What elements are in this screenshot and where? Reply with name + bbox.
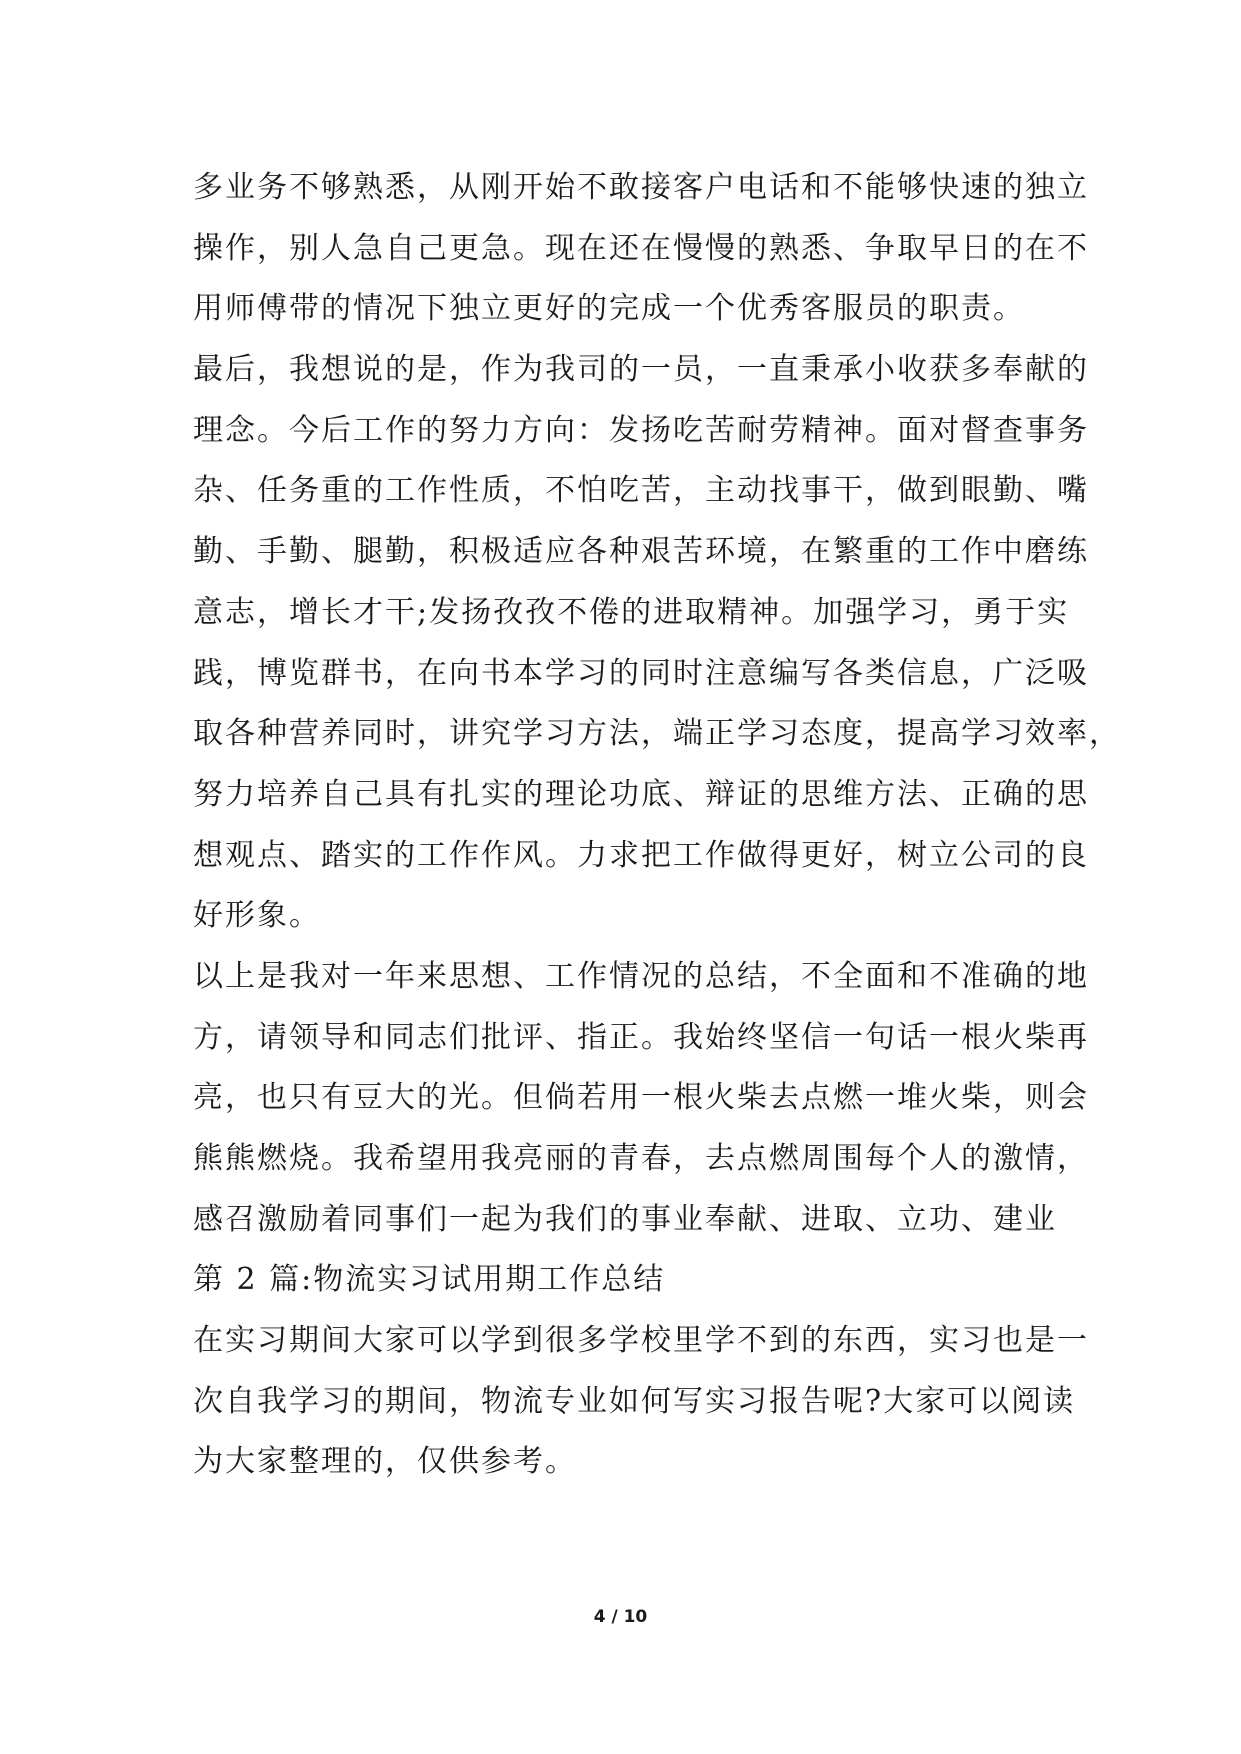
section-heading: 第 2 篇:物流实习试用期工作总结 <box>193 1262 666 1298</box>
text-line: 次自我学习的期间，物流专业如何写实习报告呢?大家可以阅读 <box>193 1383 1076 1419</box>
page-number: 4 / 10 <box>593 1607 648 1627</box>
text-line: 熊熊燃烧。我希望用我亮丽的青春，去点燃周围每个人的激情， <box>193 1141 1089 1176</box>
text-line: 意志，增长才干;发扬孜孜不倦的进取精神。加强学习，勇于实 <box>193 594 1070 630</box>
text-line: 最后，我想说的是，作为我司的一员，一直秉承小收获多奉献的 <box>193 352 1089 388</box>
text-line: 操作，别人急自己更急。现在还在慢慢的熟悉、争取早日的在不 <box>193 230 1089 266</box>
text-line: 践，博览群书，在向书本学习的同时注意编写各类信息，广泛吸 <box>193 655 1089 691</box>
text-line: 亮，也只有豆大的光。但倘若用一根火柴去点燃一堆火柴，则会 <box>193 1080 1089 1116</box>
text-line: 好形象。 <box>193 898 321 934</box>
text-line: 想观点、踏实的工作作风。力求把工作做得更好，树立公司的良 <box>193 837 1089 873</box>
text-line: 杂、任务重的工作性质，不怕吃苦，主动找事干，做到眼勤、嘴 <box>193 473 1089 509</box>
text-line: 努力培养自己具有扎实的理论功底、辩证的思维方法、正确的思 <box>193 776 1089 812</box>
text-line: 为大家整理的，仅供参考。 <box>193 1444 577 1480</box>
text-line: 理念。今后工作的努力方向：发扬吃苦耐劳精神。面对督查事务 <box>193 412 1089 448</box>
text-line: 在实习期间大家可以学到很多学校里学不到的东西，实习也是一 <box>193 1323 1089 1359</box>
text-line: 多业务不够熟悉，从刚开始不敢接客户电话和不能够快速的独立 <box>193 170 1089 205</box>
text-line: 感召激励着同事们一起为我们的事业奉献、进取、立功、建业 <box>193 1201 1057 1237</box>
text-line: 用师傅带的情况下独立更好的完成一个优秀客服员的职责。 <box>193 291 1025 327</box>
document-body <box>193 158 1121 1493</box>
text-line: 以上是我对一年来思想、工作情况的总结，不全面和不准确的地 <box>193 958 1089 994</box>
text-line: 取各种营养同时，讲究学习方法，端正学习态度，提高学习效率， <box>193 716 1121 752</box>
text-line: 方，请领导和同志们批评、指正。我始终坚信一句话一根火柴再 <box>193 1019 1089 1055</box>
text-line: 勤、手勤、腿勤，积极适应各种艰苦环境，在繁重的工作中磨练 <box>193 534 1089 570</box>
